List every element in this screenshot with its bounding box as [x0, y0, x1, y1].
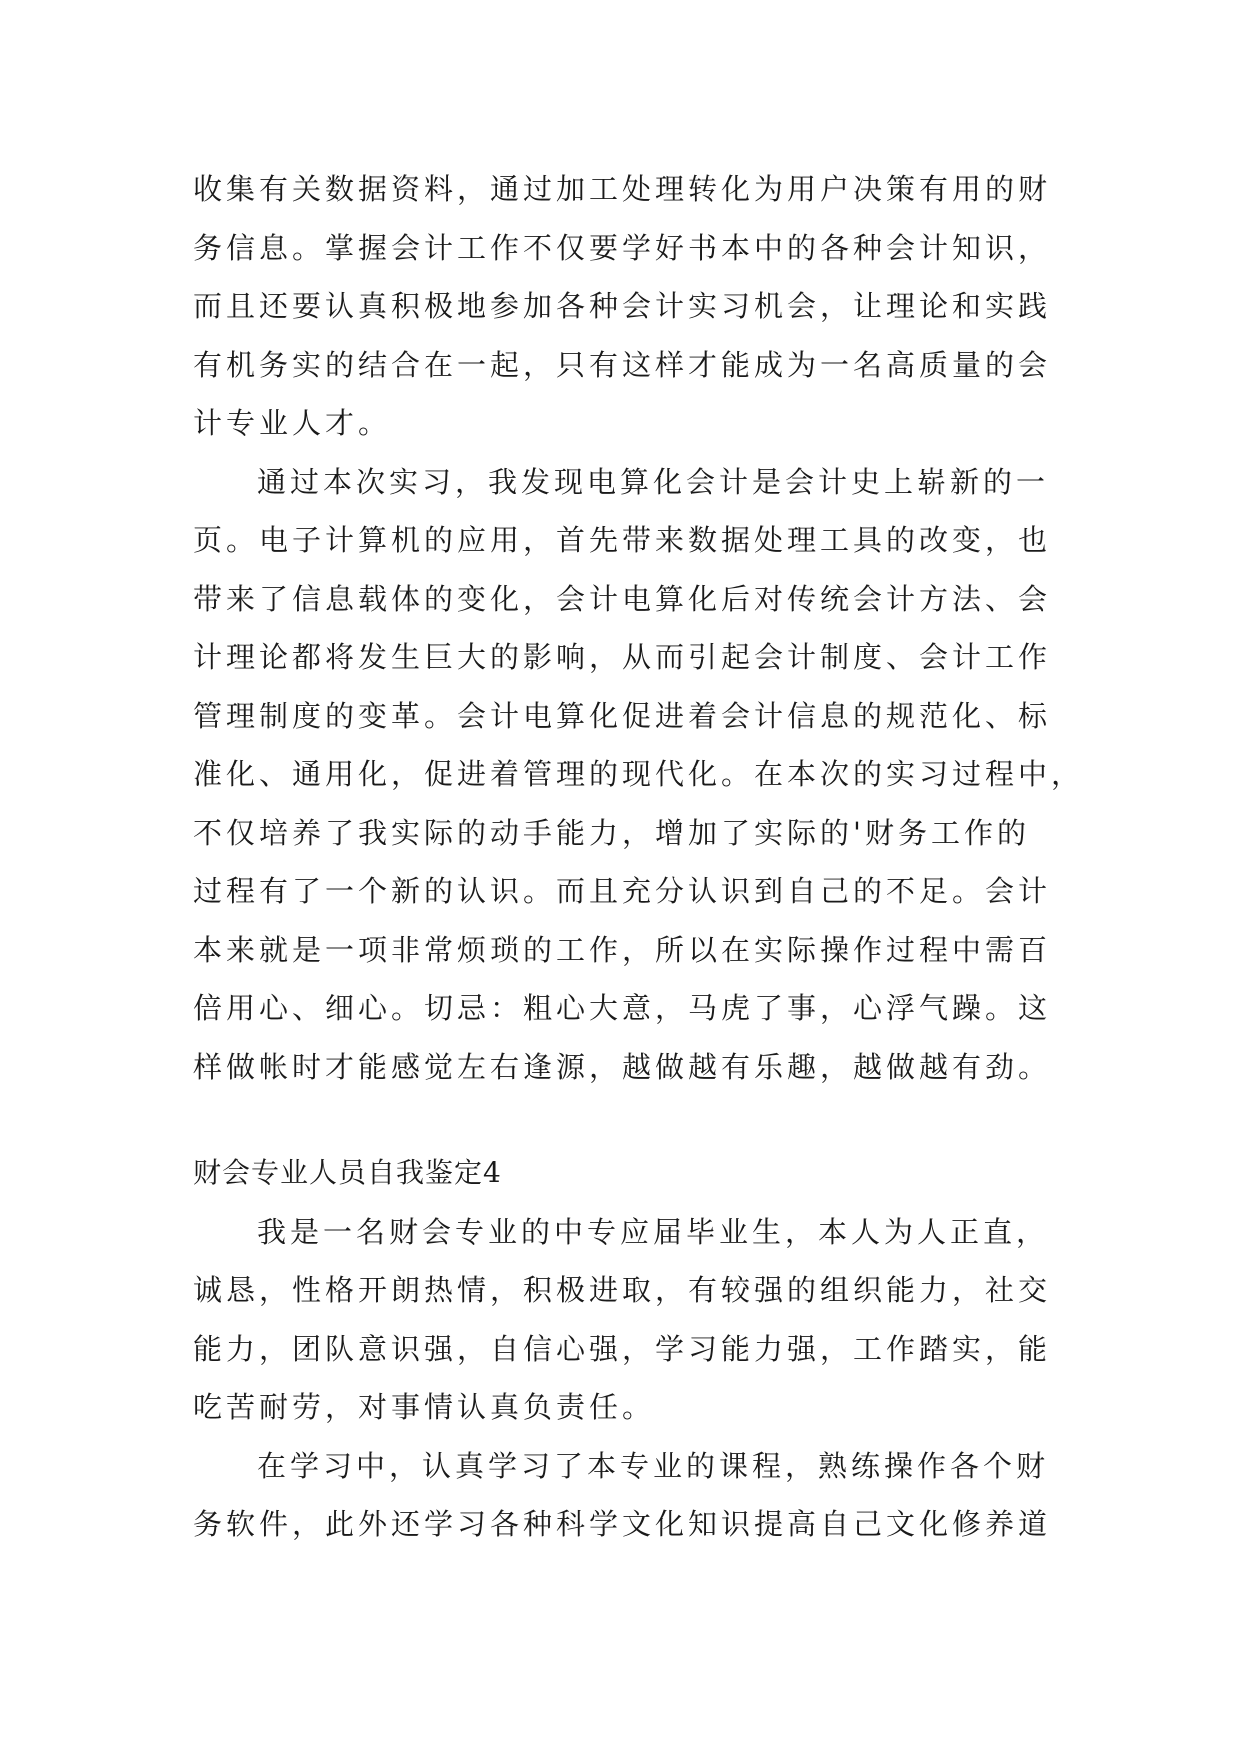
paragraph-internship-findings [193, 453, 1085, 1097]
text-line: 通过本次实习，我发现电算化会计是会计史上崭新的一 [257, 464, 1050, 499]
text-line: 务信息。掌握会计工作不仅要学好书本中的各种会计知识， [193, 230, 1052, 265]
section-heading: 财会专业人员自我鉴定4 [193, 1156, 502, 1189]
text-line: 吃苦耐劳，对事情认真负责任。 [193, 1390, 656, 1424]
text-line: 样做帐时才能感觉左右逢源，越做越有乐趣，越做越有劲。 [193, 1049, 1052, 1084]
text-line: 我是一名财会专业的中专应届毕业生，本人为人正直， [257, 1214, 1050, 1249]
text-line: 带来了信息载体的变化，会计电算化后对传统会计方法、会 [193, 581, 1052, 616]
text-line: 本来就是一项非常烦琐的工作，所以在实际操作过程中需百 [193, 932, 1052, 967]
text-line: 有机务实的结合在一起，只有这样才能成为一名高质量的会 [193, 347, 1052, 382]
text-line: 倍用心、细心。切忌：粗心大意，马虎了事，心浮气躁。这 [193, 991, 1052, 1025]
text-line: 收集有关数据资料，通过加工处理转化为用户决策有用的财 [193, 172, 1052, 206]
text-line: 计专业人才。 [193, 406, 392, 440]
paragraph-study [193, 1437, 1053, 1554]
text-line: 管理制度的变革。会计电算化促进着会计信息的规范化、标 [193, 698, 1052, 733]
text-line: 准化、通用化，促进着管理的现代化。在本次的实习过程中， [193, 757, 1085, 791]
text-line: 务软件，此外还学习各种科学文化知识提高自己文化修养道 [193, 1507, 1052, 1541]
document-page [193, 160, 1085, 1554]
text-line: 而且还要认真积极地参加各种会计实习机会，让理论和实践 [193, 289, 1052, 323]
text-line: 诚恳，性格开朗热情，积极进取，有较强的组织能力，社交 [193, 1273, 1052, 1307]
text-line: 计理论都将发生巨大的影响，从而引起会计制度、会计工作 [193, 640, 1052, 674]
paragraph-accounting-knowledge [193, 160, 1053, 453]
text-line: 能力，团队意识强，自信心强，学习能力强，工作踏实，能 [193, 1331, 1052, 1366]
text-line: 不仅培养了我实际的动手能力，增加了实际的'财务工作的 [193, 815, 1030, 850]
paragraph-self-introduction [193, 1203, 1053, 1437]
text-line: 过程有了一个新的认识。而且充分认识到自己的不足。会计 [193, 874, 1052, 908]
text-line: 页。电子计算机的应用，首先带来数据处理工具的改变，也 [193, 523, 1052, 557]
text-line: 在学习中，认真学习了本专业的课程，熟练操作各个财 [257, 1448, 1050, 1483]
